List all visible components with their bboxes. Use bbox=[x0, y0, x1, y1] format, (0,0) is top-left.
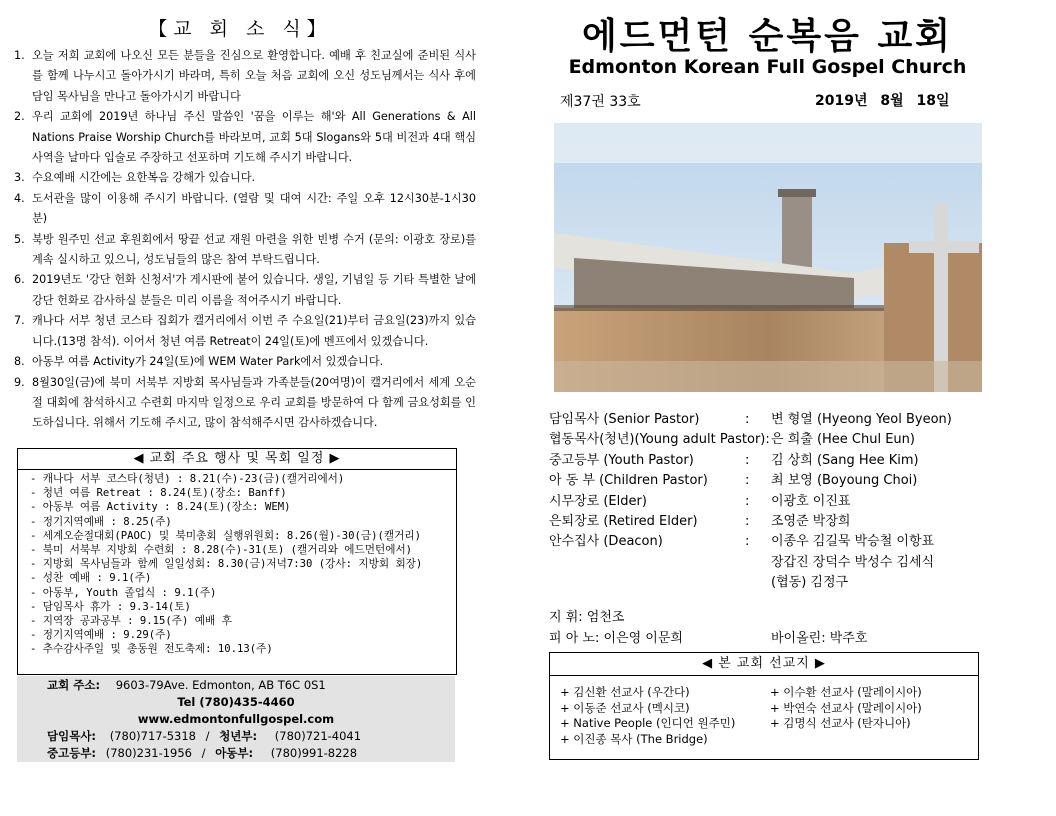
news-item-number: 3. bbox=[14, 171, 25, 185]
staff-role: 시무장로 (Elder) bbox=[549, 493, 647, 509]
staff-name: 은 희출 (Hee Chul Eun) bbox=[771, 432, 915, 448]
news-item-number: 9. bbox=[14, 375, 25, 389]
staff-name: (협동) 김정구 bbox=[771, 575, 849, 591]
staff-row bbox=[549, 471, 989, 491]
mission-item: + 김명식 선교사 (탄자니아) bbox=[770, 716, 911, 730]
schedule-title: ◀ 교회 주요 행사 및 목회 일정 ▶ bbox=[18, 449, 456, 470]
schedule-item: - 지방회 목사님들과 함께 일일성회: 8.30(금)저녁7:30 (강사: 지방회 회장) bbox=[30, 558, 423, 571]
young-adult-phone-label: 청년부: bbox=[219, 729, 258, 743]
staff-colon: : bbox=[745, 473, 750, 489]
staff-role: 은퇴장로 (Retired Elder) bbox=[549, 513, 698, 529]
staff-name: 이종우 김길묵 박승철 이항표 bbox=[771, 534, 935, 550]
staff-name: 이광호 이진표 bbox=[771, 493, 851, 509]
missions-title: ◀ 본 교회 선교지 ▶ bbox=[550, 653, 978, 676]
news-item bbox=[14, 230, 476, 271]
news-item-number: 6. bbox=[14, 273, 25, 287]
music-ministry bbox=[549, 608, 989, 649]
website: www.edmontonfullgospel.com bbox=[137, 712, 335, 726]
separator: / bbox=[205, 729, 210, 743]
staff-colon: : bbox=[745, 452, 750, 468]
news-item-text: 2019년도 '강단 헌화 신청서'가 게시판에 붙어 있습니다. 생일, 기념일 등 기타 특별한 날에 강단 헌화로 감사하실 분들은 미리 이름을 적어주시기 바랍니다. bbox=[32, 273, 476, 307]
mission-item: + Native People (인디언 원주민) bbox=[560, 716, 736, 730]
staff-row bbox=[549, 492, 989, 512]
missions-left-list bbox=[560, 685, 735, 747]
staff-role: 아 동 부 (Children Pastor) bbox=[549, 473, 708, 489]
conductor: 지 휘: 엄천조 bbox=[549, 610, 625, 625]
church-name-english: Edmonton Korean Full Gospel Church bbox=[568, 56, 967, 78]
staff-colon: : bbox=[745, 493, 750, 509]
schedule-item: - 담임목사 휴가 : 9.3-14(토) bbox=[30, 600, 191, 613]
staff-directory bbox=[549, 410, 989, 594]
staff-role: 담임목사 (Senior Pastor) bbox=[549, 412, 700, 427]
address-text: 9603-79Ave. Edmonton, AB T6C 0S1 bbox=[115, 678, 326, 692]
news-item-text: 우리 교회에 2019년 하나님 주신 말씀인 '꿈을 이루는 해'와 All Generations & All Nations Praise Worship Church를 바라보며, 교회 5대 Slogans와 5대 비전과 4대 핵심 사역을 날마다 입술로 주장하고 선포하며 기도해 주시기 바랍니다. bbox=[32, 110, 476, 165]
church-news-title: 【교 회 소 식】 bbox=[148, 18, 332, 40]
news-item-text: 캐나다 서부 청년 코스타 집회가 캘거리에서 이번 주 수요일(21)부터 금요일(23)까지 있습니다.(13명 참석). 이어서 청년 여름 Retreat이 24일(토)에 벤프에서 있겠습니다. bbox=[32, 314, 476, 348]
staff-role: 안수집사 (Deacon) bbox=[549, 534, 663, 550]
staff-name: 장갑진 장덕수 박성수 김세식 bbox=[771, 554, 935, 570]
staff-colon: : bbox=[745, 412, 750, 427]
staff-row bbox=[549, 451, 989, 471]
schedule-item: - 성찬 예배 : 9.1(주) bbox=[30, 572, 152, 585]
staff-row bbox=[549, 532, 989, 552]
schedule-item: - 세계오순절대회(PAOC) 및 북미총회 실행위원회: 8.26(월)-30(금)(캘거리) bbox=[30, 529, 421, 542]
staff-row bbox=[549, 573, 989, 593]
staff-name: 김 상희 (Sang Hee Kim) bbox=[771, 452, 919, 468]
staff-name: 변 형열 (Hyeong Yeol Byeon) bbox=[771, 412, 952, 427]
news-item bbox=[14, 168, 476, 188]
staff-name: 최 보영 (Boyoung Choi) bbox=[771, 473, 918, 489]
staff-row bbox=[549, 410, 989, 430]
news-item bbox=[14, 107, 476, 168]
schedule-item: - 정기지역예배 : 9.29(주) bbox=[30, 629, 172, 642]
youth-phone-label: 중고등부: bbox=[47, 746, 97, 760]
children-phone: (780)991-8228 bbox=[270, 746, 358, 760]
schedule-item: - 추수감사주일 및 총동원 전도축제: 10.13(주) bbox=[30, 643, 273, 656]
news-item-text: 오늘 저희 교회에 나오신 모든 분들을 진심으로 환영합니다. 예배 후 친교실에 준비된 식사를 함께 나누시고 돌아가시기 바라며, 특히 오늘 처음 교회에 오신 성도님께서는 식사 후에 담임 목사님을 만나고 돌아가시기 바랍니다 bbox=[32, 49, 476, 103]
schedule-item: - 북미 서북부 지방회 수련회 : 8.28(수)-31(토) (캘거리와 에드먼턴에서) bbox=[30, 544, 413, 557]
staff-role: 중고등부 (Youth Pastor) bbox=[549, 452, 694, 468]
news-item bbox=[14, 373, 476, 434]
issue-date: 2019년 8월 18일 bbox=[815, 93, 950, 109]
news-item-number: 1. bbox=[14, 49, 25, 62]
news-item bbox=[14, 352, 476, 372]
staff-name: 조영준 박장희 bbox=[771, 513, 851, 529]
schedule-box bbox=[17, 448, 457, 675]
news-item-number: 2. bbox=[14, 110, 25, 124]
news-item bbox=[14, 311, 476, 352]
schedule-item: - 캐나다 서부 코스타(청년) : 8.21(수)-23(금)(캘거리에서) bbox=[30, 473, 345, 485]
schedule-item: - 아동부, Youth 졸업식 : 9.1(주) bbox=[30, 586, 217, 599]
mission-item: + 이동준 선교사 (멕시코) bbox=[560, 700, 690, 715]
telephone: Tel (780)435-4460 bbox=[177, 695, 295, 709]
staff-row bbox=[549, 430, 989, 450]
mission-item: + 이수환 선교사 (말레이시아) bbox=[770, 685, 922, 699]
senior-pastor-phone: (780)717-5318 bbox=[109, 729, 196, 743]
music-row bbox=[549, 629, 989, 650]
children-phone-label: 아동부: bbox=[215, 746, 254, 760]
senior-pastor-phone-label: 담임목사: bbox=[47, 729, 97, 743]
church-building-photo bbox=[554, 123, 982, 392]
news-item-text: 도서관을 많이 이용해 주시기 바랍니다. (열람 및 대여 시간: 주일 오후 12시30분-1시30분) bbox=[32, 191, 476, 226]
schedule-item: - 아동부 여름 Activity : 8.24(토)(장소: WEM) bbox=[30, 501, 291, 514]
news-item bbox=[14, 46, 476, 107]
church-news-list bbox=[14, 46, 476, 434]
news-item-number: 5. bbox=[14, 232, 25, 246]
youth-phone: (780)231-1956 bbox=[105, 746, 192, 760]
phone-row bbox=[47, 728, 361, 745]
address-label: 교회 주소: bbox=[47, 678, 101, 692]
contact-box bbox=[17, 676, 455, 762]
news-item bbox=[14, 270, 476, 311]
church-name-korean: 에드먼턴 순복음 교회 bbox=[581, 16, 954, 57]
news-item-number: 4. bbox=[14, 191, 25, 205]
staff-row bbox=[549, 553, 989, 573]
phone-row bbox=[47, 745, 357, 762]
news-item bbox=[14, 189, 476, 230]
staff-role: 협동목사(청년)(Young adult Pastor): bbox=[549, 432, 770, 448]
news-item-text: 8월30일(금)에 북미 서북부 지방회 목사님들과 가족분들(20여명)이 캘거리에서 세계 오순절 대회에 참석하시고 수련회 마지막 일정으로 우리 교회를 방문하여 다 함께 금요성회를 인도하십니다. 위해서 기도해 주시고, 많이 참석해주시면 감사하겠습니다. bbox=[32, 375, 476, 430]
staff-colon: : bbox=[745, 513, 750, 529]
young-adult-phone: (780)721-4041 bbox=[274, 729, 362, 743]
address-row bbox=[47, 677, 326, 694]
mission-item: + 김신환 선교사 (우간다) bbox=[560, 685, 690, 699]
church-building-illustration bbox=[554, 123, 982, 392]
schedule-list bbox=[18, 470, 456, 657]
news-item-number: 8. bbox=[14, 355, 25, 369]
news-item-text: 아동부 여름 Activity가 24일(토)에 WEM Water Park에서 있겠습니다. bbox=[32, 355, 384, 369]
staff-row bbox=[549, 512, 989, 532]
mission-item: + 이진종 목사 (The Bridge) bbox=[560, 731, 708, 746]
schedule-item: - 청년 여름 Retreat : 8.24(토)(장소: Banff) bbox=[30, 487, 287, 500]
missions-box bbox=[549, 652, 979, 760]
schedule-item: - 정기지역예배 : 8.25(주) bbox=[30, 515, 172, 528]
staff-colon: : bbox=[745, 534, 750, 550]
schedule-item: - 지역장 공과공부 : 9.15(주) 예배 후 bbox=[30, 615, 232, 628]
violinist: 바이올린: 박주호 bbox=[771, 630, 868, 646]
news-item-text: 북방 원주민 선교 후원회에서 땅끝 선교 재원 마련을 위한 빈병 수거 (문의: 이광호 장로)를 계속 실시하고 있으니, 성도님들의 많은 참여 부탁드립니다. bbox=[32, 232, 476, 267]
separator: / bbox=[201, 746, 206, 760]
pianist: 피 아 노: 이은영 이문희 bbox=[549, 630, 683, 646]
mission-item: + 박연숙 선교사 (말레이시아) bbox=[770, 700, 922, 715]
news-item-number: 7. bbox=[14, 314, 25, 328]
missions-right-list bbox=[770, 685, 922, 732]
news-item-text: 수요예배 시간에는 요한복음 강해가 있습니다. bbox=[32, 171, 256, 185]
issue-number: 제37권 33호 bbox=[560, 94, 641, 110]
